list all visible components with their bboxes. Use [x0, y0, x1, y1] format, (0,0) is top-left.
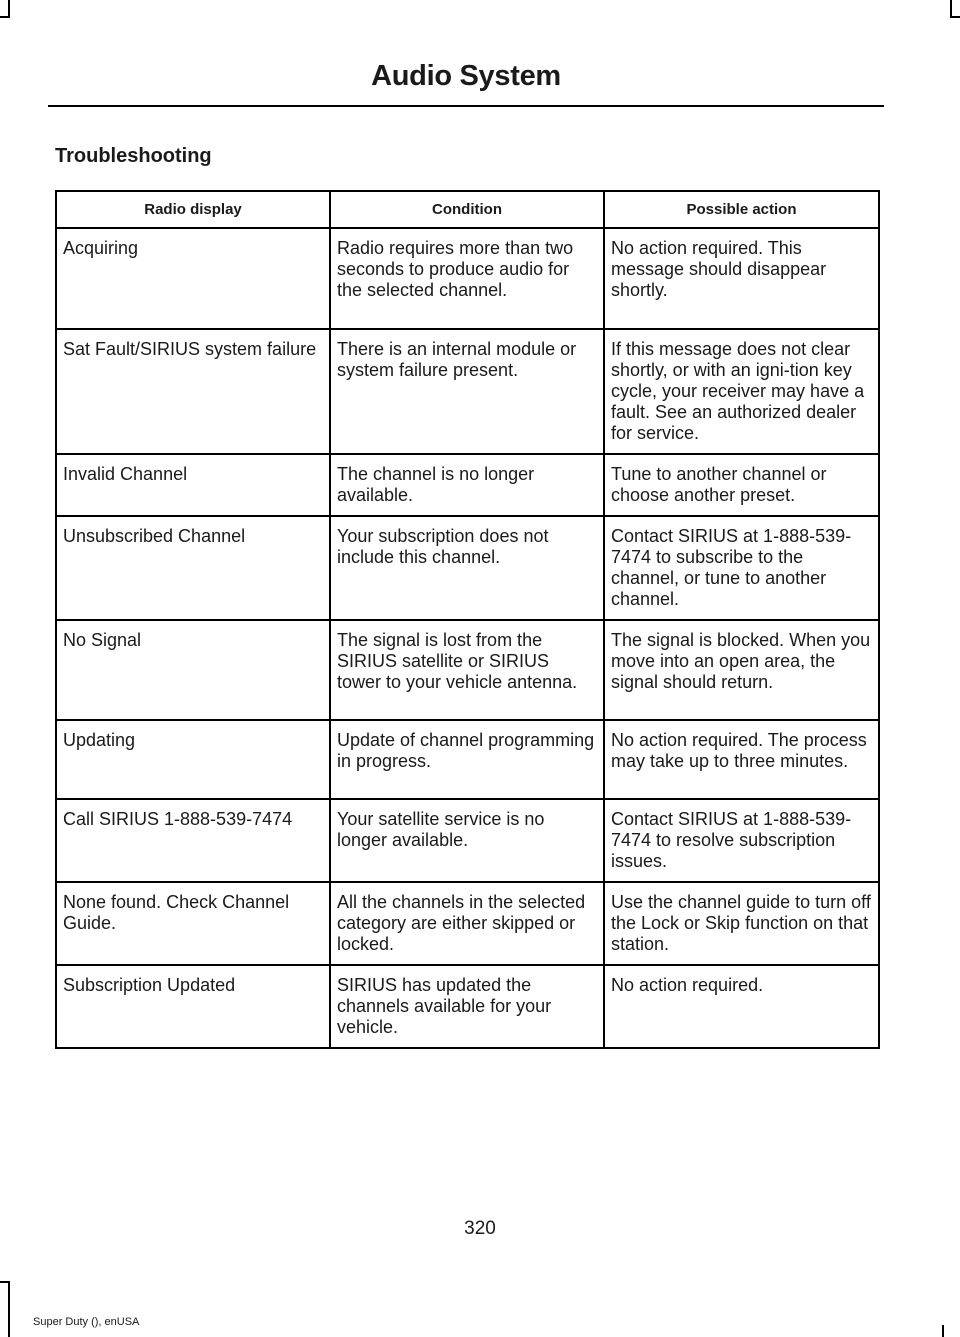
cell-condition: The signal is lost from the SIRIUS satellite or SIRIUS tower to your vehicle antenna.: [330, 620, 604, 720]
cell-possible-action: Contact SIRIUS at 1-888-539-7474 to subscribe to the channel, or tune to another channel.: [604, 516, 879, 620]
section-title: Troubleshooting: [55, 145, 212, 167]
column-header-possible-action: Possible action: [604, 191, 879, 228]
cell-condition: Your subscription does not include this channel.: [330, 516, 604, 620]
cell-condition: Update of channel programming in progress.: [330, 720, 604, 799]
cell-radio-display: Updating: [56, 720, 330, 799]
cell-radio-display: Subscription Updated: [56, 965, 330, 1048]
table-row: [56, 620, 879, 720]
table-row: [56, 454, 879, 516]
crop-mark-bottom-left-v: [8, 1281, 10, 1337]
cell-possible-action: The signal is blocked. When you move into an open area, the signal should return.: [604, 620, 879, 720]
header-divider: [48, 105, 884, 107]
crop-mark-bottom-left-h: [0, 1281, 10, 1283]
footer-edition: Super Duty (), enUSA: [33, 1316, 140, 1328]
cell-condition: SIRIUS has updated the channels available for your vehicle.: [330, 965, 604, 1048]
crop-mark-top-right-h: [950, 16, 960, 18]
table-row: [56, 228, 879, 329]
cell-condition: Radio requires more than two seconds to produce audio for the selected channel.: [330, 228, 604, 329]
cell-condition: The channel is no longer available.: [330, 454, 604, 516]
page-header-title: Audio System: [371, 60, 561, 92]
crop-mark-top-left-h: [0, 16, 10, 18]
cell-condition: Your satellite service is no longer available.: [330, 799, 604, 882]
table-row: [56, 720, 879, 799]
cell-condition: There is an internal module or system failure present.: [330, 329, 604, 454]
cell-condition: All the channels in the selected category are either skipped or locked.: [330, 882, 604, 965]
cell-radio-display: Invalid Channel: [56, 454, 330, 516]
table-row: [56, 516, 879, 620]
cell-radio-display: Sat Fault/SIRIUS system failure: [56, 329, 330, 454]
troubleshooting-table: [55, 190, 880, 1049]
page-number: 320: [464, 1218, 496, 1239]
cell-possible-action: No action required. This message should disappear shortly.: [604, 228, 879, 329]
column-header-radio-display: Radio display: [56, 191, 330, 228]
cell-radio-display: Unsubscribed Channel: [56, 516, 330, 620]
table-header-row: [56, 191, 879, 228]
cell-radio-display: Acquiring: [56, 228, 330, 329]
table-row: [56, 799, 879, 882]
cell-possible-action: No action required.: [604, 965, 879, 1048]
table-row: [56, 882, 879, 965]
cell-possible-action: Contact SIRIUS at 1-888-539-7474 to resolve subscription issues.: [604, 799, 879, 882]
table-row: [56, 329, 879, 454]
crop-mark-bottom-right-v: [942, 1325, 944, 1337]
cell-radio-display: Call SIRIUS 1-888-539-7474: [56, 799, 330, 882]
cell-possible-action: If this message does not clear shortly, or with an igni-tion key cycle, your receiver may have a fault. See an authorized dealer for service.: [604, 329, 879, 454]
column-header-condition: Condition: [330, 191, 604, 228]
cell-possible-action: Use the channel guide to turn off the Lock or Skip function on that station.: [604, 882, 879, 965]
table-row: [56, 965, 879, 1048]
cell-radio-display: No Signal: [56, 620, 330, 720]
cell-possible-action: Tune to another channel or choose another preset.: [604, 454, 879, 516]
cell-radio-display: None found. Check Channel Guide.: [56, 882, 330, 965]
cell-possible-action: No action required. The process may take up to three minutes.: [604, 720, 879, 799]
